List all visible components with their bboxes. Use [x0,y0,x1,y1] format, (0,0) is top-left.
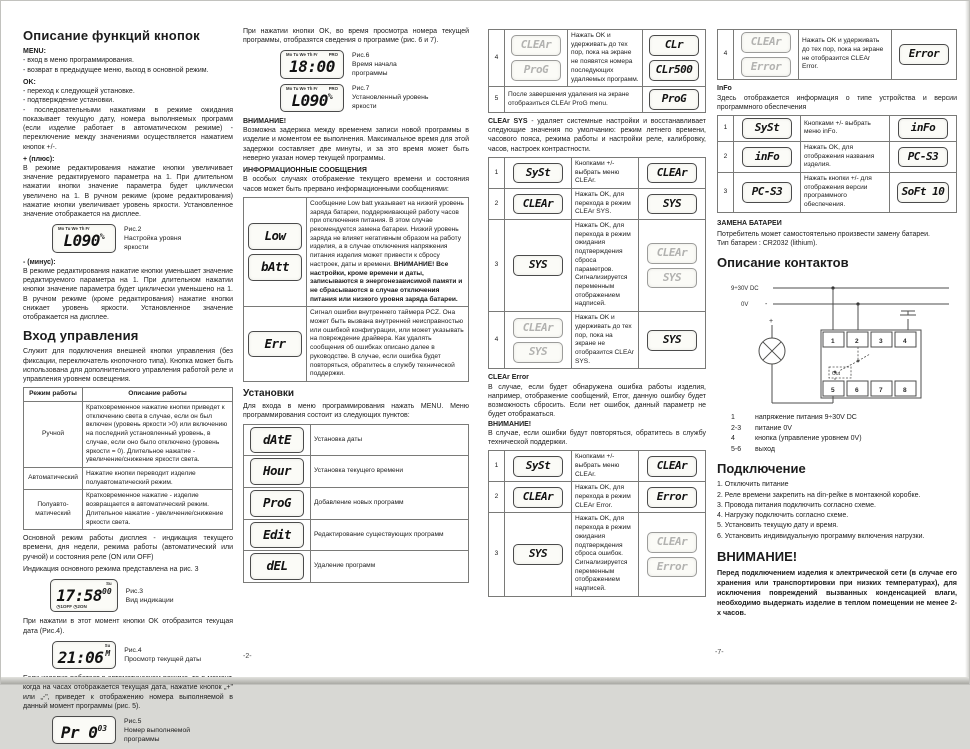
step-text: Нажать OK, для перехода в режим CLEAr SYS. [572,188,639,219]
legend-text: кнопка (управление уровнем 0V) [755,435,862,443]
lcd-display: SySt [513,163,563,184]
program-info-text: При нажатии кнопки OK, во время просмотра номера текущей программы, отобразятся сведения о программе (рис. 6 и 7). [243,28,469,45]
menu-item-desc: Редактирование существующих программ [311,519,469,551]
table-row [718,141,957,172]
table-row [24,490,233,530]
figure-caption: Рис.7 Установленный уровень яркости [352,85,429,111]
table-row [489,312,706,369]
lcd-display: CLEAr [741,32,791,53]
svg-text:+: + [769,317,774,325]
svg-text:7: 7 [879,386,883,394]
lcd-display: CLr [649,35,699,56]
step-text: Нажать OK и удерживать до тех пор, пока на экране не появятся номера последующих удаляемых программ. [568,30,643,87]
step-text: Нажать OK, для отображения названия изделия. [801,141,890,172]
ok-line: - подтверждение установки. [23,97,115,105]
table-row [718,116,957,142]
sheet-edge [965,1,969,684]
col-header-mode: Режим работы [24,388,83,402]
section-title-control-input: Вход управления [23,328,139,344]
clear-error-step4-table [717,29,957,80]
lcd-display: SYS [513,342,563,363]
lcd-cell [244,307,307,382]
step-number: 3 [489,513,505,596]
step-number: 2 [718,141,734,172]
plus-heading: + (плюс): [23,155,55,163]
lcd-display: SYS [647,268,697,289]
info-messages-heading: ИНФОРМАЦИОННЫЕ СООБЩЕНИЯ [243,167,367,175]
figure-caption: Рис.3 Вид индикации [125,587,174,604]
legend-pin: 1 [731,413,735,421]
lcd-display: Low [248,223,302,250]
step-text: Нажать кнопки +/- для отображения версии программного обеспечения. [801,172,890,212]
plus-text: В режиме редактирования нажатие кнопки увеличивает значение редактируемого параметра на 1. При длительном нажатии кнопки значение параметра будет циклически увеличено на 1. В ручном режиме (кроме редактирования) нажатие кнопки увеличивает уровень яркости. Установленное значение отображается на дисплее. [23,164,233,219]
step-text: Нажать OK, для перехода в режим ожидания подтверждения сброса параметров. Сигнализируется переменным отображением надписей. [572,220,639,312]
desc-cell: Нажатие кнопки переводит изделие полуавтоматический режим. [83,468,233,490]
menu-item-desc: Установка текущего времени [311,456,469,488]
figure-caption: Рис.6 Время начала программы [352,51,397,78]
attention-text: В случае, если ошибки будут повторяться, обратитесь в службу технической поддержки. [488,429,706,446]
message-cell: Сообщение Low batt указывает на низкий уровень заряда батареи, поддерживающей работу часов при отключения питания. В этом случае рекомендуется замена батареи. Низкий уровень заряда не влияет негативным образом на работу изделия, а в случае отключения напряжения питания изделия может привести к сбросу настроек, даты и времени. ВНИМАНИЕ! Все настройки, кроме времени и даты, записываются в энергонезависимой памяти и не сбрасываются в случае отключения питания или низкого уровня заряда батареи. [307,197,469,306]
lcd-display: ProG [511,60,561,81]
list-item: 4. Нагрузку подключить согласно схеме. [717,512,849,520]
minus-text: В режиме редактирования нажатие кнопки уменьшает значение редактируемого параметра на 1. При длительном нажатии кнопки значение параметра будет циклически уменьшено на 1. В ручном режиме (кроме редактирования) нажатие кнопки снижает уровень яркости. Установленное значение отображается на дисплее. [23,267,233,322]
attention-heading: ВНИМАНИЕ! [243,118,287,125]
table-row [718,30,957,80]
lcd-display: ProG [250,490,304,517]
list-item: 3. Провода питания подключить согласно схеме. [717,501,876,509]
table-row [244,197,469,306]
work-mode-table [23,387,233,530]
minus-heading: - (минус): [23,258,56,266]
page7-column2 [717,27,957,618]
auto-mode-text: когда на часах отображается текущая дата, нажатие кнопок „+" или „-", приведет к отображению номера выполняемой в данный момент программы (рис. 5). [23,684,233,710]
wiring-diagram [717,275,953,407]
page2-column1 [23,27,233,749]
settings-heading: Установки [243,387,295,399]
lcd-display: bAtt [248,254,302,281]
step-number: 3 [489,220,505,312]
step-text: Нажать OK и удерживать до тех пор, пока на экране не отобразится CLEAr Error. [799,30,892,80]
step-number: 4 [489,312,505,369]
lcd-display: SoFt 10 [897,182,950,203]
figure-2 [23,224,233,252]
table-row [24,402,233,468]
lcd-display: Pr 003 [52,716,116,744]
step-text: Нажать OK, для перехода в режим ожидания подтверждения сброса ошибок. Сигнализируется переменным отображением надписей. [572,513,639,596]
legend-pin: 2-3 [731,424,742,432]
clear-sys-steps-table [488,157,706,369]
table-row [489,30,706,87]
table-row [489,482,706,513]
figure-4 [23,641,233,669]
page7-column1 [488,27,706,601]
lcd-display: Error [647,557,697,578]
mode-cell: Автоматический [24,468,83,490]
lcd-display: Mo Tu We Th Fr PRO 18:00 [280,50,344,78]
lcd-display: SYS [647,330,697,351]
info-steps-table [717,115,957,213]
lcd-display: CLEAr [511,35,561,56]
lcd-display: Su 21:06 M [52,641,116,669]
control-input-text: Служит для подключения внешней кнопки управления (без фиксации, переключатель кнопочного типа). Кнопка может быть использована для дополнительного управления работой реле и управления уровнем освещения. [23,348,233,384]
lcd-display: Mo Tu We Th Fr PRO L090% [280,84,344,112]
lcd-display: Mo Tu We Th Fr L090% [52,224,116,252]
table-row [489,157,706,188]
legend-pin: 4 [731,435,735,443]
svg-text:2: 2 [855,337,859,345]
menu-heading: MENU: [23,48,46,56]
settings-text: Для входа в меню программирования нажать MENU. Меню программирования состоит из следующих пунктов: [243,403,469,420]
menu-line: - возврат в предыдущее меню, выход в основной режим. [23,66,209,74]
lcd-display: CLEAr [647,456,697,477]
step-text: После завершения удаления на экране отобразиться CLEAr ProG menu. [505,87,643,113]
step-text: Кнопками +/- выбрать меню CLEAr. [572,451,639,482]
svg-text:3: 3 [879,337,883,345]
contacts-legend [731,413,957,454]
clear-sys-lead: CLEAr SYS - удаляет системные настройки и восстанавливает следующие значения по умолчанию: режим летнего времени, часового пояса, режима работы и настройки реле, калибровку, часов, настроек контрастности. [488,117,706,153]
table-row [24,468,233,490]
table-row [244,551,469,583]
menu-line: - вход в меню программирования. [23,57,134,65]
table-row [489,220,706,312]
legend-text: выход [755,446,775,454]
final-warning-text: Перед подключением изделия к электрической сети (в случае его хранения или транспортировки при низких температурах), для исключения повреждений вызванных конденсацией влаги, необходимо выдержать изделие в теплом помещении не менее 2-х часов. [717,567,957,618]
clear-error-text: В случае, если будет обнаружена ошибка работы изделия, например, отображение сообщений, Error, данную ошибку будет возможность сбросить. Если нет ошибок, данный параметр не будет отображаться. [488,383,706,419]
messages-table [243,197,469,382]
list-item: 6. Установить индивидуальную программу включения нагрузки. [717,532,925,540]
table-row [244,488,469,520]
final-warning-heading: ВНИМАНИЕ! [717,548,798,564]
table-row [489,188,706,219]
lcd-display: CLEAr [647,532,697,553]
menu-item-desc: Установка даты [311,424,469,456]
step-number: 1 [489,451,505,482]
svg-text:5: 5 [831,386,835,394]
table-row [489,87,706,113]
step-number: 4 [718,30,734,80]
connection-steps [717,480,957,540]
legend-pin: 5-6 [731,446,742,454]
figure-7 [243,84,469,112]
page-number-2: -2- [243,653,252,660]
ok-press-text: При нажатии в этот момент кнопки OK отобразится текущая дата (Рис.4). [23,618,233,635]
lcd-display: SySt [742,118,792,139]
step-text: Нажать OK, для перехода в режим CLEAr Error. [572,482,639,513]
figure-caption: Рис.4 Просмотр текущей даты [124,646,201,664]
step-number: 2 [489,482,505,513]
step-number: 4 [489,30,505,87]
step-text: Кнопками +/- выбрать меню CLEAr. [572,157,639,188]
lcd-display: Error [899,44,949,65]
info-heading: InFo [717,85,732,93]
figure-caption: Рис.2 Настройка уровня яркости [124,225,182,252]
lcd-display: SYS [513,255,563,276]
svg-text:Out: Out [832,370,841,377]
lcd-display: SySt [513,456,563,477]
svg-text:4: 4 [903,337,907,345]
lcd-display: inFo [742,147,792,168]
menu-item-desc: Удаление программ [311,551,469,583]
message-cell: Сигнал ошибки внутреннего таймера PCZ. Она может быть вызвана внутренней неисправностью или ошибкой конфигурации, или может указывать на повреждение драйвера. Как удалять сообщения об ошибках описано далее в руководстве. В случае, если ошибка будет повторяться, обратитесь в службу технической поддержки. [307,307,469,382]
lcd-display: Hour [250,458,304,485]
clear-error-heading: CLEAr Error [488,374,529,382]
table-row [489,451,706,482]
figure-caption: Рис.5 Номер выполняемой программы [124,717,191,743]
table-row [244,456,469,488]
lcd-display: SYS [647,194,697,215]
table-row [244,424,469,456]
step-number: 2 [489,188,505,219]
step-text: Нажать OK и удерживать до тех пор, пока на экране не отобразится CLEAr SYS. [572,312,639,369]
step-number: 5 [489,87,505,113]
ok-heading: OK: [23,78,36,86]
ok-line: - последовательными нажатиями в режиме ожидания показывает текущую дату, номера выполняемых программ (если изделие работает в автоматическом режиме) - переключение между значениями осуществляется нажатием кнопок +/-. [23,106,233,151]
lcd-display: CLEAr [513,487,563,508]
list-item: 2. Реле времени закрепить на din-рейке в монтажной коробке. [717,491,921,499]
lcd-display: PC-S3 [898,147,948,168]
lcd-display: ProG [649,89,699,110]
page2-column2 [243,27,469,587]
lcd-display: CLr500 [649,60,699,81]
desc-cell: Кратковременное нажатие - изделие возвращается в автоматический режим. Длительное нажатие - увеличение/снижение яркости света. [83,490,233,530]
lcd-display: inFo [898,118,948,139]
lcd-display: dEL [250,553,304,580]
sheet-edge [1,677,969,684]
contacts-heading: Описание контактов [717,255,849,271]
svg-text:-: - [765,300,768,308]
svg-text:8: 8 [903,386,907,394]
table-row [718,172,957,212]
lcd-cell [244,197,307,306]
menu-item-desc: Добавление новых программ [311,488,469,520]
figure-6 [243,50,469,78]
section-title-buttons: Описание функций кнопок [23,28,200,43]
connection-heading: Подключение [717,461,806,477]
table-row [244,519,469,551]
figure-5 [23,716,233,744]
info-text: Здесь отображается информация о типе устройства и версии программного обеспечения [717,94,957,111]
clear-prog-steps-table [488,29,706,113]
svg-text:1: 1 [831,337,835,345]
battery-text: Потребитель может самостоятельно произвести замену батареи. [717,230,930,238]
desc-cell: Кратковременное нажатие кнопки приведет к отключению света в случае, если он был включен (уровень яркости >0) или включению на последний установленный уровень, в случае, если оно было отключено (уровень яркости = 0). Длительное нажатие - увеличение/снижение яркости света. [83,402,233,468]
display-mode-text2: Индикация основного режима представлена на рис. 3 [23,565,199,573]
svg-text:6: 6 [855,386,859,394]
svg-text:0V: 0V [741,301,749,308]
lcd-display: CLEAr [647,163,697,184]
lcd-display: CLEAr [513,318,563,339]
attention-heading: ВНИМАНИЕ! [488,420,532,428]
lcd-display: Error [647,487,697,508]
battery-heading: ЗАМЕНА БАТАРЕИ [717,219,782,227]
step-number: 3 [718,172,734,212]
table-row [244,307,469,382]
lcd-display: CLEAr [513,194,563,215]
list-item: 5. Установить текущую дату и время. [717,522,839,530]
lcd-display: dAtE [250,427,304,454]
legend-text: питание 0V [755,424,792,432]
table-row [489,513,706,596]
lcd-display: Err [248,331,302,358]
list-item: 1. Отключить питание [717,481,789,489]
lcd-display: Error [741,57,791,78]
lcd-display: SYS [513,544,563,565]
figure-3 [23,579,233,612]
lcd-display: PC-S3 [742,182,792,203]
mode-cell: Полуавто-матический [24,490,83,530]
display-mode-text: Основной режим работы дисплея - индикация текущего времени, дня недели, режима работы (автоматический или ручной) и состояния реле (ON или OFF) [23,535,233,561]
info-messages-text: В особых случаях отображение текущего времени и состояния часов может быть прервано информационными сообщениями: [243,176,469,193]
legend-text: напряжение питания 9÷30V DC [755,413,857,421]
step-text: Кнопками +/- выбрать меню inFo. [801,116,890,142]
lcd-display: CLEAr [647,243,697,264]
clear-error-steps-table [488,450,706,597]
page-number-7: -7- [715,649,724,656]
mode-cell: Ручной [24,402,83,468]
ok-line: - переход к следующей установке. [23,88,135,96]
svg-text:9÷30V DC: 9÷30V DC [731,285,759,292]
lcd-display: Su 17:5800 ◷1OFF ◷2ON [50,579,117,612]
step-number: 1 [489,157,505,188]
step-number: 1 [718,116,734,142]
attention-text: Возможна задержка между временем записи новой программы в изделие и моментом ее выполнения. Максимальное время для этой задержки составляет две минуты, и за это время может быть неверно указан номер текущей программы. [243,127,469,162]
col-header-desc: Описание работы [83,388,233,402]
battery-type: Тип батареи : CR2032 (lithium). [717,240,818,248]
settings-menu-table [243,424,469,584]
lcd-display: Edit [250,522,304,549]
